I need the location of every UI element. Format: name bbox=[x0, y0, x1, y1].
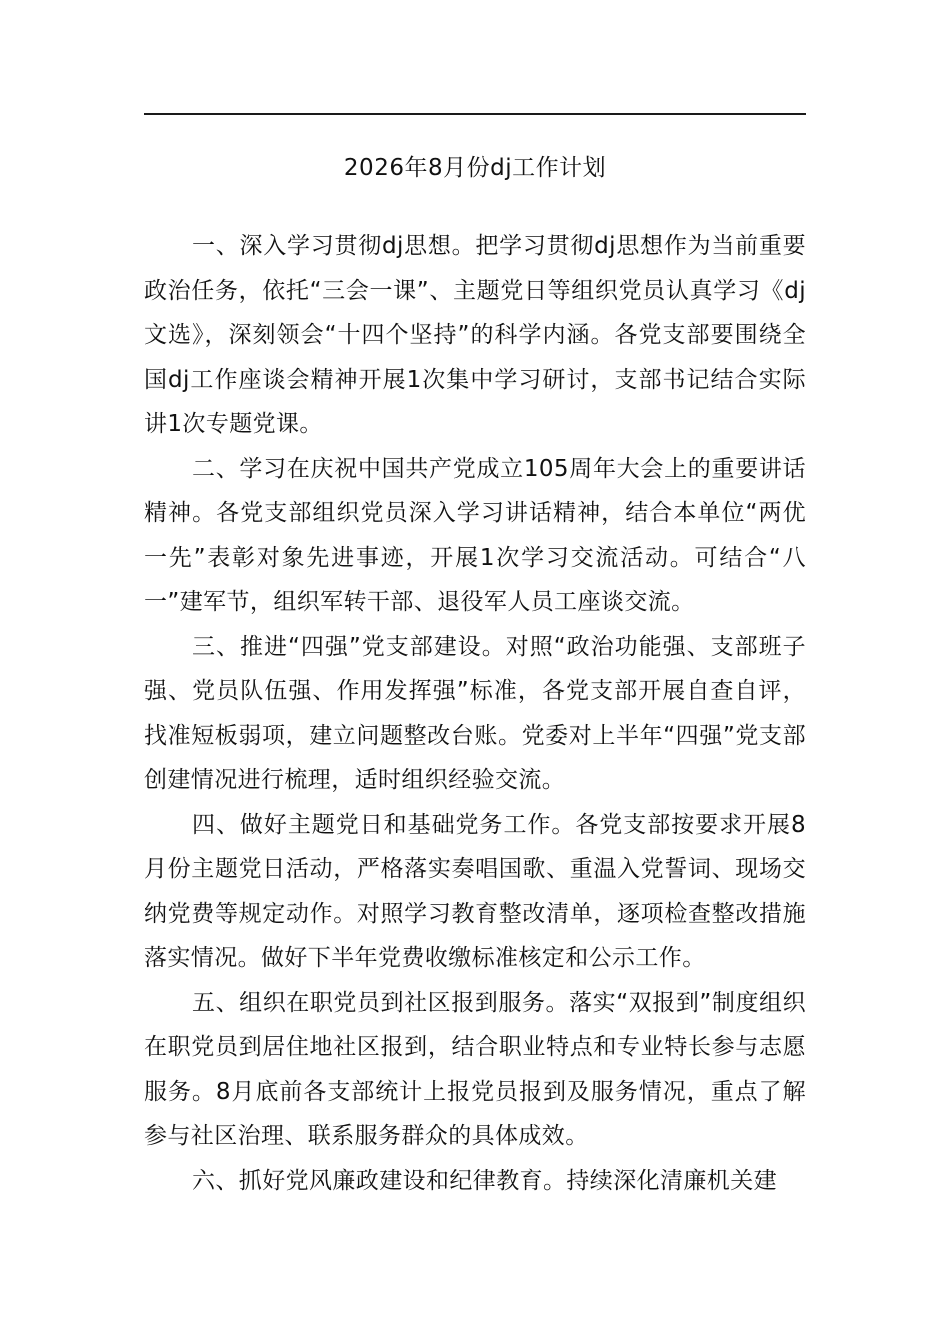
paragraph-1: 一、深入学习贯彻dj思想。把学习贯彻dj思想作为当前重要政治任务，依托“三会一课”、主题党日等组织党员认真学习《dj文选》，深刻领会“十四个坚持”的科学内涵。各党支部要围绕全国dj工作座谈会精神开展1次集中学习研讨，支部书记结合实际讲1次专题党课。 bbox=[144, 233, 806, 437]
header-rule bbox=[144, 113, 806, 115]
paragraph-5: 五、组织在职党员到社区报到服务。落实“双报到”制度组织在职党员到居住地社区报到，结合职业特点和专业特长参与志愿服务。8月底前各支部统计上报党员报到及服务情况，重点了解参与社区治理、联系服务群众的具体成效。 bbox=[144, 989, 806, 1149]
paragraph-2: 二、学习在庆祝中国共产党成立105周年大会上的重要讲话精神。各党支部组织党员深入学习讲话精神，结合本单位“两优一先”表彰对象先进事迹，开展1次学习交流活动。可结合“八一”建军节，组织军转干部、退役军人员工座谈交流。 bbox=[144, 455, 806, 615]
paragraph-3: 三、推进“四强”党支部建设。对照“政治功能强、支部班子强、党员队伍强、作用发挥强”标准，各党支部开展自查自评，找准短板弱项，建立问题整改台账。党委对上半年“四强”党支部创建情况进行梳理，适时组织经验交流。 bbox=[144, 633, 806, 793]
document-body bbox=[144, 224, 806, 1203]
paragraph-6: 六、抓好党风廉政建设和纪律教育。持续深化清廉机关建 bbox=[192, 1167, 777, 1194]
paragraph-4: 四、做好主题党日和基础党务工作。各党支部按要求开展8月份主题党日活动，严格落实奏唱国歌、重温入党誓词、现场交纳党费等规定动作。对照学习教育整改清单，逐项检查整改措施落实情况。做好下半年党费收缴标准核定和公示工作。 bbox=[144, 811, 806, 971]
document-title: 2026年8月份dj工作计划 bbox=[343, 155, 607, 181]
